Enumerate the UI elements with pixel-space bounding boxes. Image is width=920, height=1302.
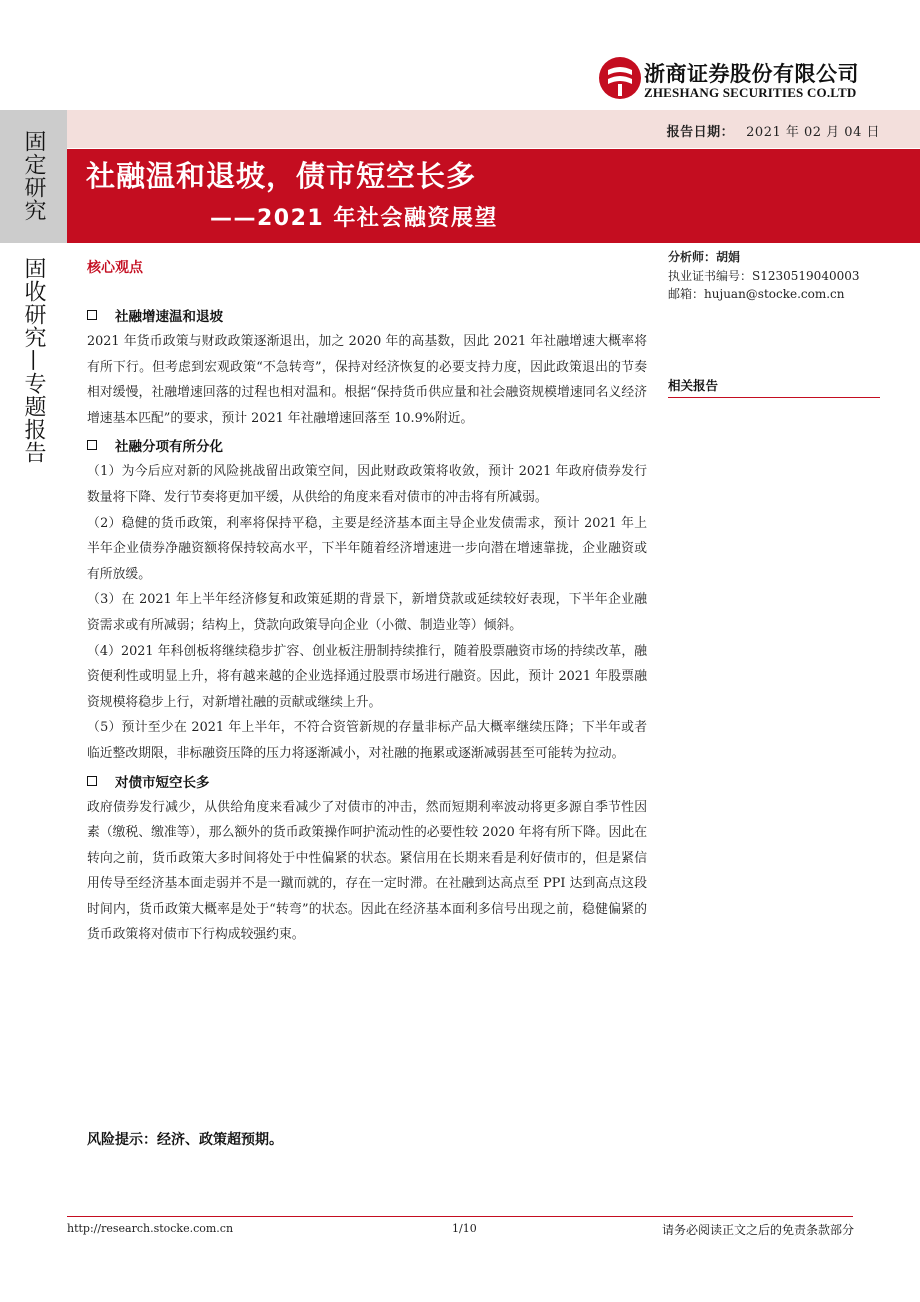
risk-warning: 风险提示：经济、政策超预期。 bbox=[87, 1132, 283, 1148]
section-heading-text: 对债市短空长多 bbox=[115, 774, 210, 791]
core-viewpoint-label: 核心观点 bbox=[87, 260, 143, 276]
paragraph: 政府债券发行减少，从供给角度来看减少了对债市的冲击，然而短期利率波动将更多源自季节性因素（缴税、缴准等），那么额外的货币政策操作呵护流动性的必要性较 2020 年将有所下降。因此在转向之前，货币政策大多时间将处于中性偏紧的状态。紧信用在长期来看是利好债市的，但是紧信用传导至经济基本面走弱并不是一蹴而就的，存在一定时滞。在社融到达高点至 PPI 达到高点这段时间内，货币政策大概率是处于“转弯”的状态。因此在经济基本面利多信号出现之前，稳健偏紧的货币政策将对债市下行构成较强约束。 bbox=[87, 799, 647, 943]
analyst-cert-line bbox=[668, 267, 880, 286]
analyst-info bbox=[668, 248, 880, 304]
checkbox-bullet-icon bbox=[87, 440, 97, 450]
checkbox-bullet-icon bbox=[87, 776, 97, 786]
sidebar-type-box bbox=[0, 243, 67, 483]
paragraph: （4）2021 年科创板将继续稳步扩容、创业板注册制持续推行，随着股票融资市场的持续改革，融资便利性或明显上升，将有越来越的企业选择通过股票市场进行融资。因此，预计 2021 年股票融资规模将稳步上行，对新增社融的贡献或继续上升。 bbox=[87, 643, 647, 710]
paragraph: （3）在 2021 年上半年经济修复和政策延期的背景下，新增贷款或延续较好表现，下半年企业融资需求或有所减弱；结构上，贷款向政策导向企业（小微、制造业等）倾斜。 bbox=[87, 592, 647, 633]
section-heading bbox=[87, 767, 647, 795]
analyst-cert-label: 执业证书编号： bbox=[668, 268, 753, 283]
footer-divider bbox=[67, 1216, 853, 1217]
analyst-name-label: 分析师： bbox=[668, 250, 717, 264]
report-subtitle: ——2021 年社会融资展望 bbox=[210, 206, 498, 231]
company-logo-icon bbox=[598, 56, 642, 100]
sidebar-category: 固定研究 bbox=[21, 130, 46, 222]
analyst-name-line bbox=[668, 248, 880, 267]
analyst-email-label: 邮箱： bbox=[668, 287, 705, 301]
page-number: 1/10 bbox=[452, 1222, 477, 1235]
report-date-label: 报告日期： bbox=[666, 125, 735, 140]
report-title: 社融温和退坡，债市短空长多 bbox=[86, 159, 477, 193]
section-heading bbox=[87, 431, 647, 459]
report-date bbox=[667, 121, 880, 140]
report-date-value: 2021 年 02 月 04 日 bbox=[746, 125, 880, 140]
company-name-en: ZHESHANG SECURITIES CO.LTD bbox=[644, 85, 857, 100]
company-name-cn: 浙商证券股份有限公司 bbox=[644, 62, 859, 86]
analyst-email[interactable]: hujuan@stocke.com.cn bbox=[704, 287, 845, 301]
paragraph: （2）稳健的货币政策，利率将保持平稳，主要是经济基本面主导企业发债需求，预计 2021 年上半年企业债券净融资额将保持较高水平，下半年随着经济增速进一步向潜在增速靠拢，企业融资或有所放缓。 bbox=[87, 515, 647, 582]
main-content bbox=[87, 301, 647, 948]
section-heading-text: 社融分项有所分化 bbox=[115, 439, 223, 456]
analyst-cert: S1230519040003 bbox=[752, 268, 860, 283]
paragraph: （5）预计至少在 2021 年上半年，不符合资管新规的存量非标产品大概率继续压降；下半年或者临近整改期限，非标融资压降的压力将逐渐减小，对社融的拖累或逐渐减弱甚至可能转为拉动。 bbox=[87, 720, 647, 761]
section-heading-text: 社融增速温和退坡 bbox=[115, 309, 223, 325]
analyst-email-line bbox=[668, 285, 880, 304]
sidebar-report-type: 固收研究—专题报告 bbox=[21, 257, 46, 464]
paragraph: （1）为今后应对新的风险挑战留出政策空间，因此财政政策将收敛，预计 2021 年政府债券发行数量将下降、发行节奏将更加平缓，从供给的角度来看对债市的冲击将有所减弱。 bbox=[87, 464, 647, 505]
disclaimer-note: 请务必阅读正文之后的免责条款部分 bbox=[661, 1223, 854, 1237]
analyst-name: 胡娟 bbox=[716, 250, 741, 264]
paragraph: 2021 年货币政策与财政政策逐渐退出，加之 2020 年的高基数，因此 2021 年社融增速大概率将有所下行。但考虑到宏观政策“不急转弯”，保持对经济恢复的必要支持力度，因此政策退出的节奏相对缓慢，社融增速回落的过程也相对温和。根据“保持货币供应量和社会融资规模增速同名义经济增速基本匹配”的要求，预计 2021 年社融增速回落至 10.9%附近。 bbox=[87, 334, 647, 426]
sidebar-category-box bbox=[0, 110, 67, 243]
footer-url-link[interactable]: http://research.stocke.com.cn bbox=[67, 1222, 234, 1235]
checkbox-bullet-icon bbox=[87, 310, 97, 320]
section-heading bbox=[87, 301, 647, 329]
related-reports-heading: 相关报告 bbox=[668, 376, 880, 398]
company-logo bbox=[598, 56, 860, 102]
